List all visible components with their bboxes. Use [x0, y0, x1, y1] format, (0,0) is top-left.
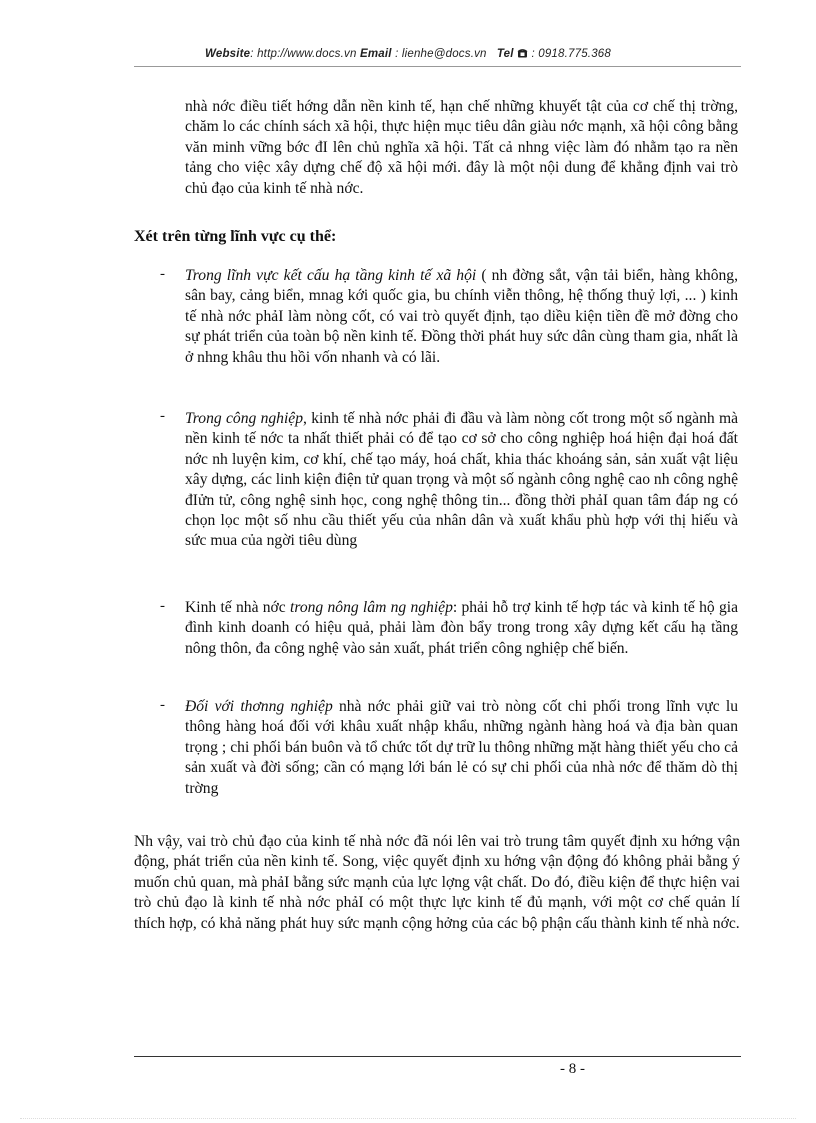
phone-icon [517, 48, 531, 60]
bullet-item-commerce [185, 697, 738, 799]
bullet-marker: - [160, 697, 165, 713]
bullet-lead: Đối với thơnng nghiệp [185, 698, 333, 715]
page-header [0, 48, 816, 60]
intro-paragraph: nhà nớc điều tiết hớng dẫn nền kinh tế, hạn chế những khuyết tật của cơ chế thị trờng, chăm lo các chính sách xã hội, thực hiện mục tiêu dân giàu nớc mạnh, xã hội công bằng văn minh vững bớc đI lên chủ nghĩa xã hội. Tất cả nhng việc làm đó nhằm tạo ra nền tảng cho việc xây dựng chế độ xã hội mới. đây là một nội dung để khẳng định vai trò chủ đạo của kinh tế nhà nớc. [185, 98, 738, 197]
tel-label: Tel [496, 48, 514, 60]
page-edge-dotted-line [20, 1118, 796, 1119]
bullet-body: ( nh đờng sắt, vận tải biển, hàng không, sân bay, cảng biển, mnag kới quốc gia, bu chính viễn thông, hệ thống thuỷ lợi, ... ) kinh tế nhà nớc phảI làm nòng cốt, có vai trò quyết định, tạo diều kiện tiền đề mở đờng cho sự phát triển của toàn bộ nền kinh tế. Đồng thời phát huy sức dân cùng tham gia, nhất là ở nhng khâu thu hồi vốn nhanh và có lãi. [185, 267, 738, 366]
section-heading: Xét trên từng lĩnh vực cụ thể: [134, 228, 337, 245]
bullet-marker: - [160, 408, 165, 424]
bullet-marker: - [160, 598, 165, 614]
bullet-item-agriculture [185, 598, 738, 659]
bullet-lead: trong nông lâm ng nghiệp [290, 599, 453, 616]
website-value: : http://www.docs.vn [250, 48, 357, 60]
email-label: Email [359, 48, 392, 60]
bullet-item-industry [185, 409, 738, 552]
page-number: - 8 - [560, 1061, 585, 1077]
footer-rule [134, 1056, 741, 1057]
bullet-item-infrastructure [185, 266, 738, 368]
bullet-lead: Trong lĩnh vực kết cấu hạ tầng kinh tế xã hội [185, 267, 477, 284]
bullet-marker: - [160, 266, 165, 282]
bullet-body: nhà nớc phải giữ vai trò nòng cốt chi phối trong lĩnh vực lu thông hàng hoá đối với khâu xuất nhập khẩu, những ngành hàng hoá và địa bàn quan trọng ; chi phối bán buôn và tổ chức tốt dự trữ lu thông những mặt hàng thiết yếu cho cả sản xuất và đời sống; cần có mạng lới bán lẻ có sự chi phối của nhà nớc để thăm dò thị trờng [185, 698, 738, 797]
tel-value: : 0918.775.368 [531, 48, 611, 60]
header-rule [134, 66, 741, 67]
bullet-body: : phải hỗ trợ kinh tế hợp tác và kinh tế hộ gia đình kinh doanh có hiệu quả, phải làm đòn bẩy trong trong xây dựng kết cấu hạ tầng nông thôn, đa công nghệ vào sản xuất, phát triển công nghiệp chế biến. [185, 599, 738, 657]
bullet-pre: Kinh tế nhà nớc [185, 599, 290, 616]
bullet-body: , kinh tế nhà nớc phải đi đầu và làm nòng cốt trong một số ngành mà nền kinh tế nớc ta nhất thiết phải có để tạo cơ sở cho công nghiệp hoá hiện đại hoá đất nớc nh luyện kim, cơ khí, chế tạo máy, hoá chất, khia thác khoáng sản, sản xuất vật liệu xây dựng, các linh kiện điện tử quan trọng và một số ngành công nghệ cao nh công nghệ đIửn tử, công nghệ sinh học, cong nghệ thông tin... đồng thời phảI quan tâm đáp ng có chọn lọc một số nhu cầu thiết yếu của nhân dân và xuất khẩu phù hợp với thị hiếu và sức mua của ngời tiêu dùng [185, 410, 738, 550]
email-value: : lienhe@docs.vn [395, 48, 487, 60]
website-label: Website [205, 48, 251, 60]
bullet-lead: Trong công nghiệp [185, 410, 304, 427]
closing-paragraph: Nh vậy, vai trò chủ đạo của kinh tế nhà nớc đã nói lên vai trò trung tâm quyết định xu hớng vận động, phát triển của nền kinh tế. Song, việc quyết định xu hớng vận động đó không phải bằng ý muốn chủ quan, mà phảI bằng sức mạnh của lực lợng vật chất. Do đó, điều kiện để thực hiện vai trò chủ đạo là kinh tế nhà nớc phảI có một thực lực kinh tế đủ mạnh, với một cơ chế quản lí thích hợp, có khả năng phát huy sức mạnh cộng hởng của các bộ phận cấu thành kinh tế nhà nớc. [134, 833, 740, 932]
